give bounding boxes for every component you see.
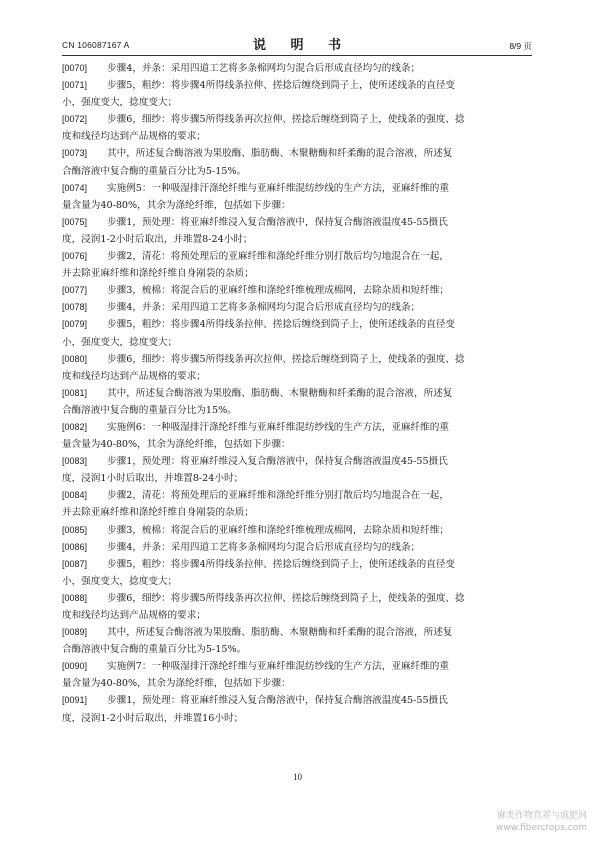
paragraph-first-line <box>62 248 532 265</box>
paragraph <box>62 214 532 248</box>
paragraph <box>62 180 532 214</box>
paragraph-continuation-line: 小，强度变大，捻度变大； <box>62 97 178 109</box>
page-indicator: 8/9 页 <box>509 41 532 51</box>
paragraph-text: 其中，所述复合酶溶液为果胶酶、脂肪酶、木聚糖酶和纤柔酶的混合溶液，所述复 <box>107 387 453 399</box>
paragraph <box>62 316 532 350</box>
paragraph-number: [0074] <box>62 182 88 193</box>
description-body <box>62 60 532 727</box>
paragraph <box>62 111 532 145</box>
paragraph-first-line <box>62 77 532 94</box>
paragraph-first-line <box>62 692 532 709</box>
header-rule <box>62 55 532 56</box>
paragraph-continuation-line: 度和线径均达到产品规格的要求； <box>62 370 206 382</box>
paragraph-first-line <box>62 282 532 299</box>
paragraph-first-line <box>62 299 532 316</box>
paragraph-continuation-line: 度和线径均达到产品规格的要求； <box>62 131 206 143</box>
paragraph <box>62 522 532 539</box>
paragraph <box>62 299 532 316</box>
paragraph-number: [0081] <box>62 387 88 398</box>
paragraph-number: [0090] <box>62 661 88 672</box>
paragraph <box>62 351 532 385</box>
watermark-line-2: www.fibercrops.com <box>496 823 587 833</box>
paragraph-number: [0078] <box>62 302 88 313</box>
paragraph-continuation-line: 量含量为40-80%，其余为涤纶纤维，包括如下步骤： <box>62 439 291 451</box>
paragraph-number: [0088] <box>62 592 88 603</box>
paragraph-text: 步骤1，预处理：将亚麻纤维浸入复合酶溶液中，保持复合酶溶液温度45-55摄氏 <box>107 456 448 468</box>
paragraph-number: [0086] <box>62 541 88 552</box>
paragraph <box>62 539 532 556</box>
paragraph-text: 步骤3，梳棉：将混合后的亚麻纤维和涤纶纤维梳理成棉网，去除杂质和短纤维； <box>107 524 449 536</box>
paragraph-first-line <box>62 590 532 607</box>
paragraph <box>62 624 532 658</box>
paragraph-continuation-line: 量含量为40-80%，其余为涤纶纤维，包括如下步骤： <box>62 199 291 211</box>
paragraph-first-line <box>62 556 532 573</box>
paragraph-number: [0070] <box>62 63 88 73</box>
paragraph-text: 实施例6：一种吸湿排汗涤纶纤维与亚麻纤维混纺纱线的生产方法，亚麻纤维的重 <box>107 421 449 433</box>
document-id: CN 106087167 A <box>62 40 130 50</box>
paragraph-first-line <box>62 145 532 162</box>
paragraph-number: [0091] <box>62 695 88 706</box>
paragraph <box>62 556 532 590</box>
paragraph <box>62 77 532 111</box>
paragraph-continuation-line: 并去除亚麻纤维和涤纶纤维自身剐袋的杂质； <box>62 507 254 519</box>
paragraph-text: 步骤3，梳棉：将混合后的亚麻纤维和涤纶纤维梳理成棉网，去除杂质和短纤维； <box>107 285 449 297</box>
paragraph-text: 步骤6，细纱：将步骤5所得线条再次拉伸、搓捻后缠绕到筒子上，使线条的强度、捻 <box>107 592 465 604</box>
paragraph <box>62 590 532 624</box>
paragraph-text: 步骤6，细纱：将步骤5所得线条再次拉伸、搓捻后缠绕到筒子上，使线条的强度、捻 <box>107 353 465 365</box>
paragraph-number: [0072] <box>62 114 88 125</box>
paragraph-number: [0087] <box>62 558 88 569</box>
paragraph-first-line <box>62 487 532 504</box>
paragraph-first-line <box>62 351 532 368</box>
paragraph-text: 步骤1，预处理：将亚麻纤维浸入复合酶溶液中，保持复合酶溶液温度45-55摄氏 <box>107 695 448 707</box>
watermark-line-1: 麻类作物营养与施肥网 <box>496 811 587 821</box>
paragraph-first-line <box>62 419 532 436</box>
paragraph-number: [0076] <box>62 251 88 262</box>
paragraph-text: 步骤4，并条：采用四道工艺将多条棉网均匀混合后形成直径均匀的线条； <box>107 63 421 74</box>
paragraph-continuation-line: 小，强度变大，捻度变大； <box>62 575 178 587</box>
paragraph-first-line <box>62 658 532 675</box>
paragraph-continuation-line: 合酶溶液中复合酶的重量百分比为15%。 <box>62 404 237 416</box>
paragraph <box>62 658 532 692</box>
paragraph-first-line <box>62 180 532 197</box>
paragraph <box>62 419 532 453</box>
paragraph-continuation-line: 度，浸润1-2小时后取出，并堆置16小时； <box>62 712 244 724</box>
paragraph-text: 步骤5，粗纱：将步骤4所得线条拉伸、搓捻后缠绕到筒子上，使所述线条的直径变 <box>107 319 456 331</box>
paragraph-number: [0075] <box>62 216 88 227</box>
paragraph-continuation-line: 度，浸润1-2小时后取出，并堆置8-24小时； <box>62 233 253 245</box>
paragraph-number: [0084] <box>62 490 88 501</box>
paragraph-number: [0071] <box>62 80 88 91</box>
paragraph-number: [0080] <box>62 353 88 364</box>
paragraph <box>62 145 532 179</box>
watermark <box>496 810 587 834</box>
paragraph-first-line <box>62 624 532 641</box>
paragraph <box>62 385 532 419</box>
paragraph-continuation-line: 合酶溶液中复合酶的重量百分比为5-15%。 <box>62 165 247 177</box>
paragraph-first-line <box>62 539 532 556</box>
paragraph-text: 步骤4，并条：采用四道工艺将多条棉网均匀混合后形成直径均匀的线条； <box>107 302 421 314</box>
paragraph-number: [0083] <box>62 456 88 467</box>
paragraph-text: 步骤5，粗纱：将步骤4所得线条拉伸、搓捻后缠绕到筒子上，使所述线条的直径变 <box>107 80 456 92</box>
paragraph-text: 步骤2，清花：将预处理后的亚麻纤维和涤纶纤维分别打散后均匀地混合在一起， <box>107 490 449 502</box>
paragraph-first-line <box>62 385 532 402</box>
paragraph <box>62 282 532 299</box>
paragraph-first-line <box>62 522 532 539</box>
paragraph <box>62 692 532 726</box>
paragraph-text: 其中，所述复合酶溶液为果胶酶、脂肪酶、木聚糖酶和纤柔酶的混合溶液，所述复 <box>107 148 453 160</box>
paragraph <box>62 248 532 282</box>
paragraph-number: [0082] <box>62 421 88 432</box>
paragraph <box>62 453 532 487</box>
paragraph-number: [0085] <box>62 524 88 535</box>
paragraph-text: 实施例5：一种吸湿排汗涤纶纤维与亚麻纤维混纺纱线的生产方法，亚麻纤维的重 <box>107 182 449 194</box>
paragraph-continuation-line: 合酶溶液中复合酶的重量百分比为5-15%。 <box>62 644 247 656</box>
paragraph <box>62 487 532 521</box>
paragraph-text: 步骤6，细纱：将步骤5所得线条再次拉伸、搓捻后缠绕到筒子上，使线条的强度、捻 <box>107 114 465 126</box>
paragraph-number: [0077] <box>62 285 88 296</box>
paragraph <box>62 60 532 77</box>
paragraph-first-line <box>62 453 532 470</box>
paragraph-continuation-line: 度，浸润1小时后取出，并堆置8-24小时； <box>62 473 244 485</box>
paragraph-text: 步骤5，粗纱：将步骤4所得线条拉伸、搓捻后缠绕到筒子上，使所述线条的直径变 <box>107 558 456 570</box>
paragraph-text: 实施例7：一种吸湿排汗涤纶纤维与亚麻纤维混纺纱线的生产方法，亚麻纤维的重 <box>107 661 449 673</box>
paragraph-first-line <box>62 214 532 231</box>
paragraph-number: [0089] <box>62 627 88 638</box>
paragraph-continuation-line: 小，强度变大，捻度变大； <box>62 336 178 348</box>
paragraph-first-line <box>62 111 532 128</box>
document-title: 说 明 书 <box>252 38 352 53</box>
paragraph-first-line <box>62 60 532 77</box>
paragraph-text: 步骤4，并条：采用四道工艺将多条棉网均匀混合后形成直径均匀的线条； <box>107 541 421 553</box>
paragraph-number: [0079] <box>62 319 88 330</box>
paragraph-text: 步骤1，预处理：将亚麻纤维浸入复合酶溶液中，保持复合酶溶液温度45-55摄氏 <box>107 216 448 228</box>
paragraph-text: 其中，所述复合酶溶液为果胶酶、脂肪酶、木聚糖酶和纤柔酶的混合溶液，所述复 <box>107 627 453 639</box>
page-number: 10 <box>293 772 302 782</box>
page-header <box>62 34 532 56</box>
paragraph-continuation-line: 量含量为40-80%，其余为涤纶纤维，包括如下步骤： <box>62 678 291 690</box>
paragraph-number: [0073] <box>62 148 88 159</box>
paragraph-text: 步骤2，清花：将预处理后的亚麻纤维和涤纶纤维分别打散后均匀地混合在一起， <box>107 251 449 263</box>
paragraph-continuation-line: 并去除亚麻纤维和涤纶纤维自身剐袋的杂质； <box>62 268 254 280</box>
paragraph-first-line <box>62 316 532 333</box>
paragraph-continuation-line: 度和线径均达到产品规格的要求； <box>62 610 206 621</box>
